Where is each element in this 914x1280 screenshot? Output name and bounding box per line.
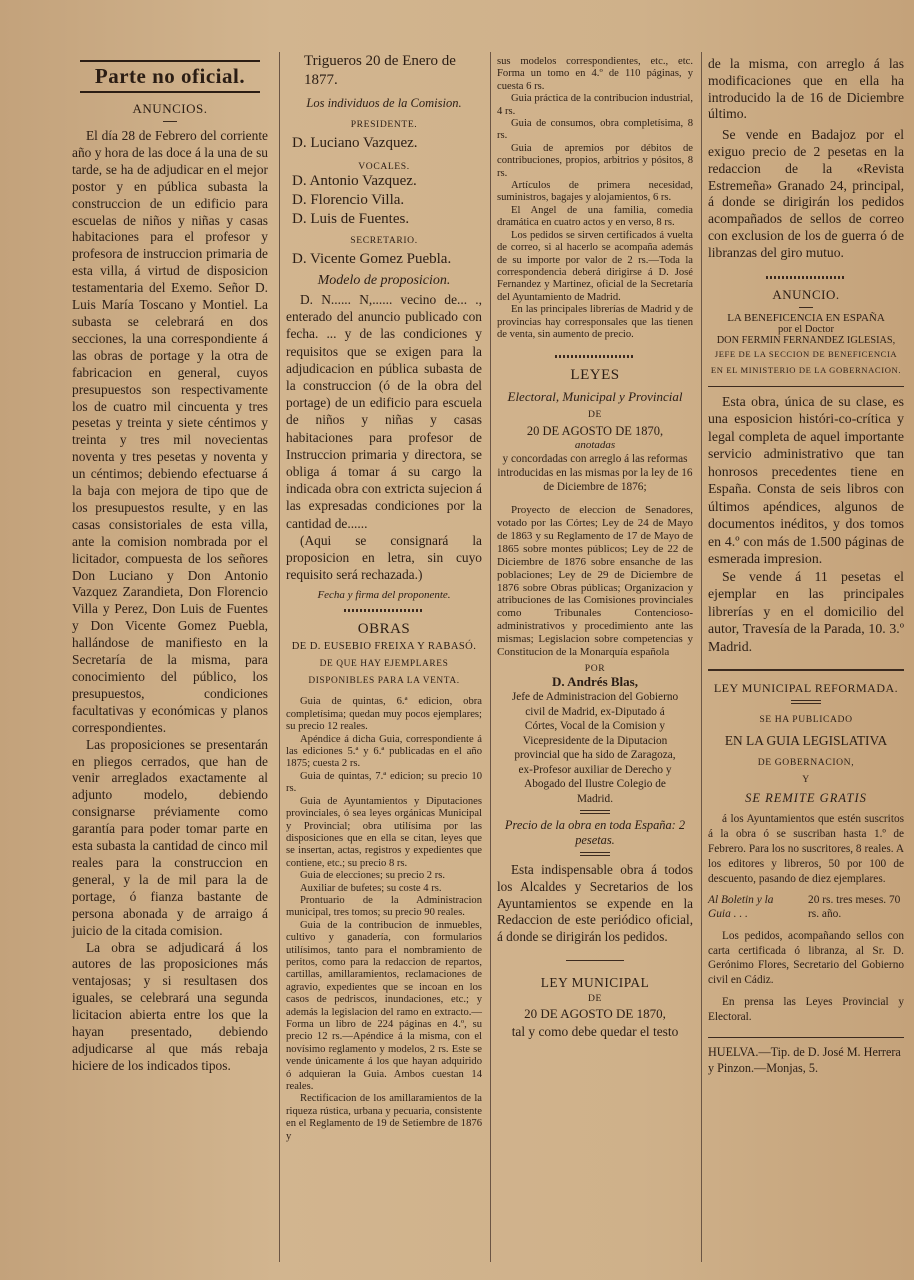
por-line: POR <box>584 663 606 674</box>
obras-continuation: sus modelos correspondientes, etc., etc. Forma un tomo en 4.º de 110 páginas, y cuesta 6 rs. <box>497 56 693 92</box>
obras-item: Guia de quintas, 7.ª edicion; su precio 10 rs. <box>286 770 482 795</box>
y-line: Y <box>802 774 810 786</box>
ley-municipal-date: 20 DE AGOSTO DE 1870, <box>524 1005 666 1021</box>
imprenta-text: HUELVA.—Tip. de D. José M. Herrera y Pinzon.—Monjas, 5. <box>708 1044 901 1075</box>
fecha-firma: Fecha y firma del proponente. <box>317 589 451 602</box>
prensa-text: En prensa las Leyes Provincial y Electoral. <box>708 996 904 1024</box>
presidente-name: D. Luciano Vazquez. <box>292 135 418 151</box>
por-doctor: por el Doctor <box>778 323 834 335</box>
obras-item: Los pedidos se sirven certificados á vuelta de correo, si al hacerlo se acompaña además de su importe por valor de 2 rs.—Toda la correspondencia deberá dirigirse á D. José Fernandez y Martinez, oficial de la Secretaría del Ayuntamiento de Madrid. <box>497 229 693 303</box>
column-1 <box>72 42 268 1075</box>
ornament-rule <box>344 609 424 612</box>
divider <box>799 307 813 308</box>
boletin-prices: 20 rs. tres meses. 70 rs. año. <box>808 894 901 921</box>
divider <box>580 852 610 856</box>
obras-item: Auxiliar de bufetes; su coste 4 rs. <box>300 882 442 894</box>
leyes-title: LEYES <box>570 367 620 384</box>
column-2 <box>286 42 482 1143</box>
subscription-prices <box>708 893 904 921</box>
obras-item: Guia práctica de la contribucion industrial, 4 rs. <box>497 93 693 117</box>
comision-line: Los individuos de la Comision. <box>306 96 462 110</box>
remite-gratis: SE REMITE GRATIS <box>745 791 867 806</box>
section-title-box <box>80 60 260 93</box>
ley-continuation: de la misma, con arreglo á las modificaciones que en ella ha introducido la de 16 de Diciembre último. <box>708 56 904 122</box>
obras-list <box>286 696 482 1143</box>
leyes-date: 20 DE AGOSTO DE 1870, <box>526 424 664 439</box>
obras-author: DE D. EUSEBIO FREIXA Y RABASÓ. <box>291 641 477 653</box>
proyecto-text: Proyecto de eleccion de Senadores, votado por las Córtes; Ley de 24 de Mayo de 1863 y su Reglamento de 17 de Mayo de 1865 sobre montes públicos; Ley de 22 de Diciembre de 1876 sobre ensanche de las poblaciones; Ley de 29 de Diciembre de 1876 sobre Obras públicas; Organizacion y atribuciones de las Comisiones provinciales como Tribunales Contencioso-administrativos y procedimiento ante las mismas; Legislacion sobre competencias y Constitucion de la Monarquía española <box>497 504 693 659</box>
divider <box>708 669 904 671</box>
beneficencia-text: Esta obra, única de su clase, es una esposicion históri-co-crítica y legal completa de aquel importante servicio administrativo que tan honrosos precedentes tiene en España. Consta de seis libros con últimos apéndices, algunos de documentos inéditos, y dos tomos en 4.º con más de 1.500 páginas de esmerada impresion. <box>708 393 904 567</box>
divider <box>163 121 177 122</box>
obras-item: En las principales librerías de Madrid y de provincias hay corresponsales que las tienen de venta, sin aumento de precio. <box>497 304 693 340</box>
divider <box>791 700 821 704</box>
divider <box>566 960 625 961</box>
column-rule <box>279 52 280 1262</box>
leyes-subtitle: Electoral, Municipal y Provincial <box>507 389 683 405</box>
vocal-name: D. Luis de Fuentes. <box>292 211 410 227</box>
esta-obra-text: Esta indispensable obra á todos los Alcaldes y Secretarios de los Ayuntamientos se expende en la Redaccion de este periódico oficial, á donde se dirigirán los pedidos. <box>497 862 693 945</box>
anuncio-paragraph-3: La obra se adjudicará á los autores de las proposiciones más ventajosas; y si resultasen dos iguales, se celebrará una segunda licitacion abierta entre los que la hayan presentado, debiendo adjudicarse al que más rebaja hiciere de los indicados tipos. <box>72 939 268 1073</box>
author-name: D. Andrés Blas, <box>552 674 638 689</box>
doctor-title: JEFE DE LA SECCION DE BENEFICENCIA EN EL MINISTERIO DE LA GOBERNACION. <box>710 348 902 375</box>
obras-item: Guia de apremios por débitos de contribuciones, propios, arbitrios y pósitos, 8 rs. <box>497 142 693 179</box>
secretario-name: D. Vicente Gomez Puebla. <box>292 251 452 267</box>
pedidos-text: Los pedidos, acompañando sellos con carta certificada ó libranza, al Sr. D. Gerónimo Flores, Secretario del Gobierno civil en Cádiz. <box>708 930 904 986</box>
leyes-de: DE <box>588 409 602 421</box>
ley-municipal-title: LEY MUNICIPAL <box>540 974 650 990</box>
obras-item: Guia de Ayuntamientos y Diputaciones provinciales, ó sea leyes orgánicas Municipal y Provincial; obra utilísima por las disposiciones que en ella se citan, leyes que se insertan, actas, registros y expedientes que contiene, etc.; su precio 8 rs. <box>286 795 482 869</box>
modelo-heading: Modelo de proposicion. <box>317 273 451 288</box>
divider <box>708 386 904 387</box>
badajoz-text: Se vende en Badajoz por el exiguo precio de 2 pesetas en la redaccion de la «Revista Estremeña» Granado 24, principal, á donde se dirigirán los pedidos acompañados de sellos de correo con exclusion de los de guerra ó de libranzas del giro mutuo. <box>708 127 904 260</box>
anuncio-paragraph-1: El día 28 de Febrero del corriente año y hora de las doce á la una de su tarde, se ha de adjudicar en el mejor postor y en pública subasta la construccion de un edificio para escuelas de niños y niñas y casas habitaciones para el profesor y profesora de instruccion primaria de esta villa, á virtud de disposicion testamentaria del Exemo. Señor D. Luis María Toscano y Montiel. La subasta se celebrará en dos secciones, la una correspondiente á las obras de portage y la otra de fabricacion en general, cuyos presupuestos son respectivamente los de cuatro mil cincuenta y tres pesetas y treinta y siete céntimos y treinta y tres mil novecientas noventa y tres pesetas y noventa y un céntimos; debiendo efectuarse á la baja con mejora de tipo que de los presupuestos resulte, y en las casas consistoriales de esta villa, ante la comision nombrada por el licitador, compuesta de los señores Don Luciano y Don Antonio Vazquez Zarandieta, Don Florencio Villa y Perez, Don Luis de Fuentes y Don Vicente Gomez Puebla, hallándose de manifiesto en la Secretaría de la misma, para conocimiento del público, los presupuestos, condiciones facultativas y económicas y planos correspondientes. <box>72 128 268 735</box>
obras-item: Rectificacion de los amillaramientos de la riqueza rústica, urbana y pecuaria, consistente en el Reglamento de 19 de Setiembre de 1876 y <box>286 1093 482 1142</box>
anuncio-heading: ANUNCIO. <box>772 286 840 302</box>
obras-list-continued <box>497 93 693 341</box>
modelo-text: D. N...... N,...... vecino de... ., enterado del anuncio publicado con fecha. ... y de las condiciones y requisitos que se exigen para la adjudicacion en pública subasta de la construccion (ó de la obra del portage) de un edificio para escuela de niños y niñas y casas habitaciones para profesor de Instruccion primaria y directora, se obliga á tomar á su cargo la indicada obra con extricta sujecion á las expresadas condiciones por la cantidad de...... <box>286 292 482 531</box>
obras-item: Prontuario de la Administracion municipal, tres tomos; su precio 90 reales. <box>286 894 482 919</box>
modelo-note: (Aqui se consignará la proposicion en letra, sin cuyo requisito será rechazada.) <box>286 532 482 583</box>
gobernacion: DE GOBERNACION, <box>757 757 855 769</box>
ornament-rule <box>766 276 846 279</box>
column-4 <box>708 42 904 1076</box>
presidente-label: PRESIDENTE. <box>350 119 418 130</box>
obras-item: Artículos de primera necesidad, suministros, bagajes y alojamientos, 6 rs. <box>497 180 693 204</box>
ley-municipal-de: DE <box>588 992 602 1004</box>
anuncios-heading: ANUNCIOS. <box>132 101 208 116</box>
vocal-name: D. Antonio Vazquez. <box>292 173 417 189</box>
vocales-label: VOCALES. <box>358 161 410 172</box>
beneficencia-price: Se vende á 11 pesetas el ejemplar en las principales librerías y en el domicilio del autor, Travesía de la Parada, 10. 3.º Madrid. <box>708 568 904 654</box>
doctor-name: DON FERMIN FERNANDEZ IGLESIAS, <box>716 334 896 346</box>
vocal-name: D. Florencio Villa. <box>292 192 405 208</box>
author-description: Jefe de Administracion del Gobierno civil de Madrid, ex-Diputado á Córtes, Vocal de la Comision y Vicepresidente de la Diputacion provincial que ha sido de Zaragoza, ex-Profesor auxiliar de Derecho y Abogado del Ilustre Colegio de Madrid. <box>511 691 679 805</box>
ha-publicado: SE HA PUBLICADO <box>759 714 853 726</box>
column-rule <box>701 52 702 1262</box>
guia-legislativa: EN LA GUIA LEGISLATIVA <box>724 733 888 749</box>
secretario-label: SECRETARIO. <box>350 235 418 246</box>
obras-item: Apéndice á dicha Guia, correspondiente á las ediciones 5.ª y 6.ª publicadas en el año 1875; cuesta 2 rs. <box>286 733 482 770</box>
suscripcion-text: á los Ayuntamientos que estén suscritos á la obra ó se suscriban hasta 1.º de Febrero. Para los no suscritores, 8 reales. A los editores y libreros, 50 por 100 de descuento, pasando de diez ejemplares. <box>708 813 904 886</box>
obras-title: OBRAS <box>357 621 411 638</box>
divider <box>580 810 610 814</box>
column-rule <box>490 52 491 1262</box>
beneficencia-title: LA BENEFICENCIA EN ESPAÑA <box>727 311 885 324</box>
ley-municipal-tail: tal y como debe quedar el testo <box>511 1023 679 1039</box>
anotadas-line: anotadas <box>574 439 616 452</box>
divider <box>708 1037 904 1038</box>
ornament-rule <box>555 355 635 358</box>
column-3 <box>497 42 693 1040</box>
obras-subtitle: DE QUE HAY EJEMPLARES DISPONIBLES PARA LA VENTA. <box>308 659 460 687</box>
boletin-label: Al Boletin y la Guia . . . <box>708 894 774 921</box>
ley-reformada-title: LEY MUNICIPAL REFORMADA. <box>713 681 899 696</box>
date-line: Trigueros 20 de Enero de 1877. <box>304 53 456 88</box>
concordadas-line: y concordadas con arreglo á las reformas introducidas en las mismas por la ley de 16 de Diciembre de 1876; <box>497 453 693 493</box>
price-line: Precio de la obra en toda España: 2 pesetas. <box>504 818 686 847</box>
obras-item: Guia de la contribucion de inmuebles, cultivo y ganadería, con formularios utilísimos, tanto para el nombramiento de peritos, como para la redaccion de repartos, cartillas, amillaramientos, reclamaciones de agravio, expedientes que se incoan en los casos de pedriscos, inundaciones, etc.; y además la legislacion del ramo en extracto.—Forma un libro de 224 páginas en 4.º, su precio 12 rs.—Apéndice á la misma, con el novísimo reglamento y modelos, 2 rs. Este se vende únicamente á los que hayan adquirido ó adquieran la Guia. Ambos cuestan 14 reales. <box>286 919 482 1093</box>
obras-item: Guia de quintas, 6.ª edicion, obra completísima; quedan muy pocos ejemplares; su precio 12 reales. <box>286 696 482 733</box>
obras-item: Guia de elecciones; su precio 2 rs. <box>300 870 446 882</box>
obras-item: El Angel de una familia, comedia dramática en cuatro actos y en verso, 8 rs. <box>497 204 693 229</box>
section-title: Parte no oficial. <box>94 64 246 88</box>
anuncio-paragraph-2: Las proposiciones se presentarán en pliegos cerrados, que han de venir arreglados exactamente al adjunto modelo, debiendo consignarse préviamente como garantía para poder tomar parte en esta subasta la cantidad de cinco mil reales para la construccion en general, y la de mil para la de portage, ó fianza bastante de persona abonada y de arraigo á juicio de la citada comision. <box>72 736 268 938</box>
obras-item: Guia de consumos, obra completísima, 8 rs. <box>497 118 693 142</box>
